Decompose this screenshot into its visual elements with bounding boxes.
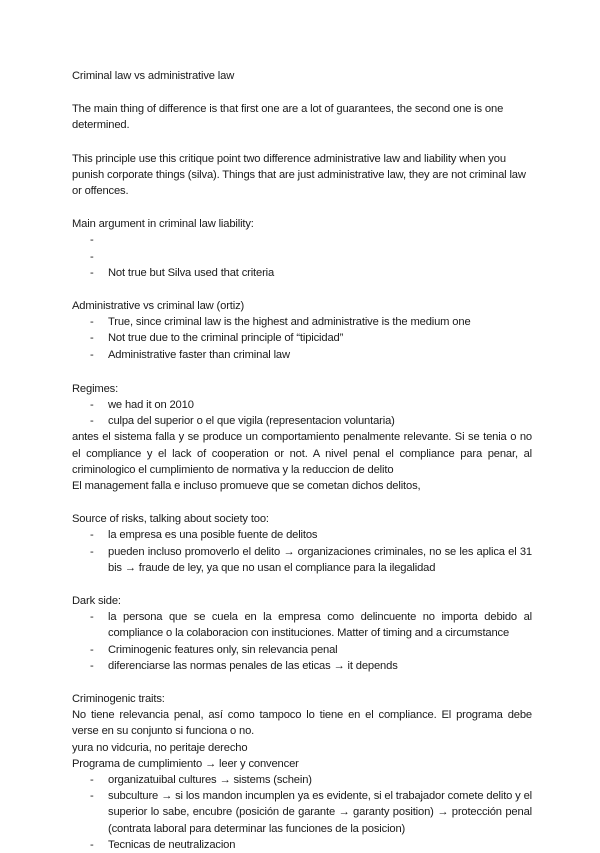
- list-item: - Tecnicas de neutralizacion: [72, 837, 532, 853]
- list-item: [72, 249, 532, 265]
- list-item: - organizatuibal cultures → sistems (schein): [72, 772, 532, 788]
- paragraph-compliance-program: Programa de cumplimiento → leer y convencer: [72, 757, 299, 770]
- list-item: - Administrative faster than criminal law: [72, 347, 532, 363]
- document-page: [72, 68, 532, 853]
- section-admin-vs-criminal: [72, 298, 532, 363]
- paragraph-note: yura no vidcuria, no peritaje derecho: [72, 741, 248, 754]
- list-item: - Not true but Silva used that criteria: [72, 265, 532, 281]
- bullet-list: [72, 527, 532, 576]
- paragraph-system-fails: antes el sistema falla y se produce un comportamiento penalmente relevante. Si se tenia o no el compliance y el lack of cooperation or not. A nivel penal el compliance para penar, al criminologico el cumplimiento de normativa y la reduccion de delito: [72, 431, 532, 476]
- list-item: - we had it on 2010: [72, 397, 532, 413]
- list-item: - culpa del superior o el que vigila (representacion voluntaria): [72, 413, 532, 429]
- paragraph-no-penal-relevance: No tiene relevancia penal, así como tampoco lo tiene en el compliance. El programa debe verse en su conjunto si funciona o no.: [72, 709, 532, 738]
- paragraph-guarantees: The main thing of difference is that first one are a lot of guarantees, the second one is one determined.: [72, 103, 504, 132]
- list-item: - diferenciarse las normas penales de las eticas → it depends: [72, 658, 532, 674]
- section-criminogenic-traits: [72, 691, 532, 853]
- list-item: - Not true due to the criminal principle of “tipicidad”: [72, 330, 532, 346]
- bullet-list: [72, 314, 532, 363]
- list-item: - la empresa es una posible fuente de delitos: [72, 527, 532, 543]
- list-item: - la persona que se cuela en la empresa como delincuente no importa debido al compliance o la colaboracion con instituciones. Matter of timing and a circumstance: [72, 609, 532, 641]
- section-heading: Administrative vs criminal law (ortiz): [72, 300, 245, 312]
- paragraph-principle: This principle use this critique point two difference administrative law and liability when you punish corporate things (silva). Things that are just administrative law, they are not criminal law or offences.: [72, 152, 526, 198]
- bullet-list: [72, 397, 532, 429]
- section-regimes: [72, 381, 532, 494]
- bullet-list: [72, 609, 532, 674]
- document-title: Criminal law vs administrative law: [72, 70, 235, 82]
- section-heading: Source of risks, talking about society too:: [72, 513, 269, 526]
- list-item: - True, since criminal law is the highest and administrative is the medium one: [72, 314, 532, 330]
- section-dark-side: [72, 593, 532, 674]
- section-heading: Main argument in criminal law liability:: [72, 218, 254, 231]
- section-heading: Dark side:: [72, 595, 121, 608]
- section-heading: Criminogenic traits:: [72, 693, 165, 706]
- paragraph-management-fails: El management falla e incluso promueve que se cometan dichos delitos,: [72, 480, 421, 493]
- list-item: - Criminogenic features only, sin relevancia penal: [72, 642, 532, 658]
- section-source-of-risks: [72, 511, 532, 576]
- section-main-argument: [72, 216, 532, 281]
- section-heading: Regimes:: [72, 382, 119, 395]
- list-item: - subculture → si los mandon incumplen ya es evidente, si el trabajador comete delito y el superior lo sabe, encubre (posición de garante → garanty position) → protección penal (contrata laboral para determinar las funciones de la posicion): [72, 788, 532, 837]
- bullet-list: [72, 772, 532, 853]
- bullet-list: [72, 232, 532, 281]
- list-item: [72, 232, 532, 248]
- list-item: - pueden incluso promoverlo el delito → organizaciones criminales, no se les aplica el 31 bis → fraude de ley, ya que no usan el compliance para la ilegalidad: [72, 544, 532, 576]
